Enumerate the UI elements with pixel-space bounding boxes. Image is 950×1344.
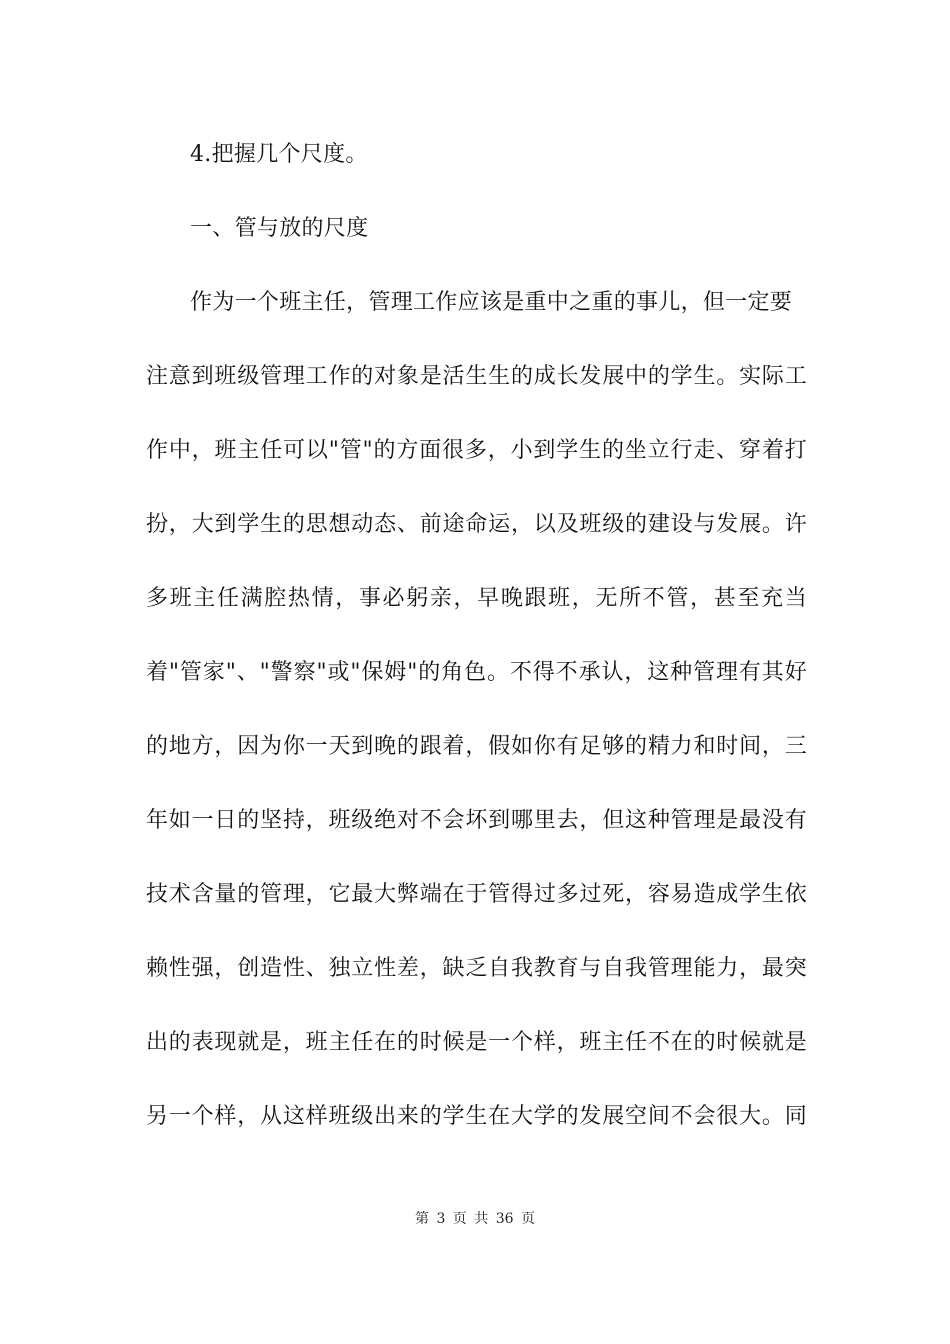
- paragraph-line: 赖性强，创造性、独立性差，缺乏自我教育与自我管理能力，最突: [146, 956, 807, 981]
- page-number-footer: 第 3 页 共 36 页: [415, 1211, 535, 1227]
- paragraph-line: 技术含量的管理，它最大弊端在于管得过多过死，容易造成学生依: [146, 882, 807, 907]
- paragraph-line: 作为一个班主任，管理工作应该是重中之重的事儿，但一定要: [190, 290, 793, 315]
- paragraph-line: 年如一日的坚持，班级绝对不会坏到哪里去，但这种管理是最没有: [146, 808, 807, 833]
- paragraph-line: 着"管家"、"警察"或"保姆"的角色。不得不承认，这种管理有其好: [146, 660, 807, 685]
- paragraph-line: 的地方，因为你一天到晚的跟着，假如你有足够的精力和时间，三: [146, 734, 807, 759]
- paragraph-line: 注意到班级管理工作的对象是活生生的成长发展中的学生。实际工: [146, 364, 807, 389]
- paragraph-line: 多班主任满腔热情，事必躬亲，早晚跟班，无所不管，甚至充当: [146, 586, 807, 611]
- paragraph-line: 另一个样，从这样班级出来的学生在大学的发展空间不会很大。同: [146, 1104, 807, 1129]
- paragraph-line: 扮，大到学生的思想动态、前途命运，以及班级的建设与发展。许: [146, 512, 807, 537]
- paragraph-line: 出的表现就是，班主任在的时候是一个样，班主任不在的时候就是: [146, 1030, 807, 1055]
- paragraph: [146, 280, 811, 1168]
- document-body: [146, 132, 811, 1168]
- paragraph-line: 作中，班主任可以"管"的方面很多，小到学生的坐立行走、穿着打: [146, 438, 807, 463]
- heading-number: 4.把握几个尺度。: [190, 142, 368, 167]
- section-title: 一、管与放的尺度: [190, 216, 369, 241]
